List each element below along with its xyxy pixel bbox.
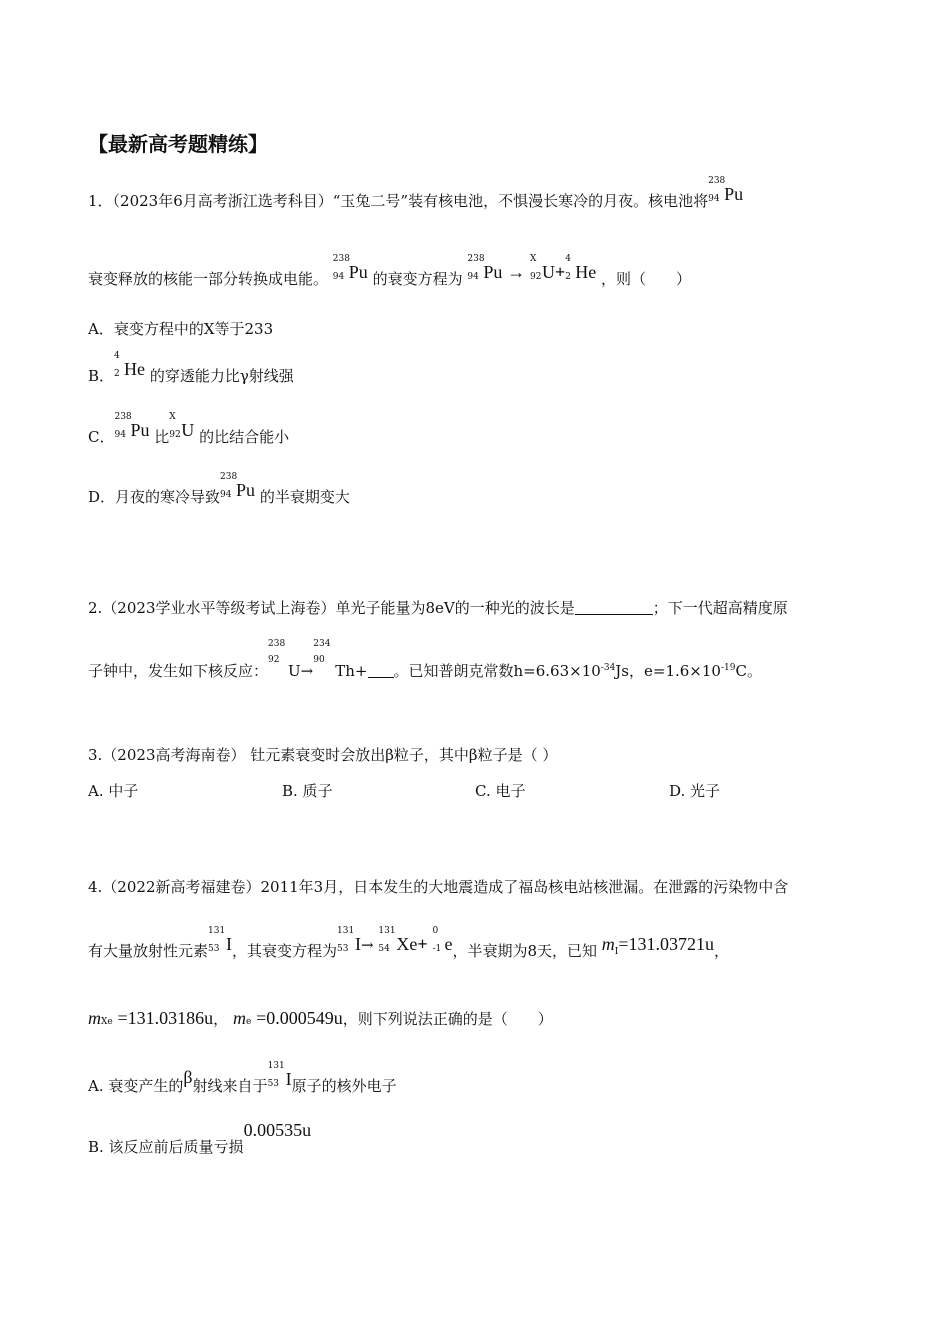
mass-xe-symbol: m xyxy=(88,1008,101,1028)
answer-blank[interactable] xyxy=(575,600,653,615)
nuclide-th: 234 90 xyxy=(313,639,331,665)
q1-option-d: D．月夜的寒冷导致 238 94 Pu 的半衰期变大 xyxy=(88,472,350,506)
q3-option-b: B. 质子 xyxy=(282,782,333,800)
arrow-symbol: → xyxy=(507,262,526,282)
q4-line2: 有大量放射性元素 131 53 I，其衰变方程为 131 53 I→ 131 54 Xe+ 0 -1 e，半衰期为8天，已知 mI=131.03721u， xyxy=(88,926,729,960)
nuclide-pu: 238 94 xyxy=(708,176,726,204)
q1-stem-text: 1．（2023年6月高考浙江选考科目）“玉兔二号”装有核电池，不惧漫长寒冷的月夜。核电池将 xyxy=(88,192,709,210)
q4-line1: 4.（2022新高考福建卷）2011年3月，日本发生的大地震造成了福岛核电站核泄漏。在泄露的污染物中含 xyxy=(88,878,789,896)
q3-option-a: A. 中子 xyxy=(88,782,139,800)
q4-option-a: A. 衰变产生的β射线来自于 131 53 I原子的核外电子 xyxy=(88,1061,397,1095)
beta-symbol: β xyxy=(183,1067,193,1087)
q1-option-b: B． 4 2 He 的穿透能力比γ射线强 xyxy=(88,351,294,385)
q4-option-b: B. 该反应前后质量亏损0.00535u xyxy=(88,1120,312,1156)
nuclide-pu: 238 94 xyxy=(467,254,485,282)
section-title: 【最新高考题精练】 xyxy=(88,132,268,156)
pu-symbol: Pu xyxy=(724,184,744,204)
answer-blank[interactable] xyxy=(368,663,394,678)
q2-line1: 2.（2023学业水平等级考试上海卷）单光子能量为8eV的一种光的波长是 ；下一代超高精度原 xyxy=(88,599,788,617)
nuclide-e: 0 -1 xyxy=(432,926,442,954)
q3-stem: 3.（2023高考海南卷） 钍元素衰变时会放出β粒子，其中β粒子是（ ） xyxy=(88,746,558,764)
nuclide-i: 131 53 xyxy=(337,926,355,954)
nuclide-xe: 131 54 xyxy=(378,926,396,954)
q1-line1 xyxy=(88,176,744,211)
nuclide-u: X 92 xyxy=(529,254,542,282)
nuclide-he: 4 2 xyxy=(565,254,571,282)
q1-option-c: C． 238 94 Pu 比 X 92 U 的比结合能小 xyxy=(88,412,290,446)
mass-e-symbol: m xyxy=(232,1008,246,1028)
nuclide-u: 238 92 xyxy=(268,639,286,665)
nuclide-he: 4 2 xyxy=(114,351,120,379)
q4-line3: mXe =131.03186u， me =0.000549u，则下列说法正确的是（ ） xyxy=(88,1008,553,1028)
q1-line2: 衰变释放的核能一部分转换成电能。 238 94 Pu 的衰变方程为 238 94 Pu → X 92 U+ 4 2 He ，则（ ） xyxy=(88,254,692,288)
q3-option-c: C. 电子 xyxy=(475,782,526,800)
nuclide-pu: 238 94 xyxy=(114,412,132,440)
mass-i-symbol: m xyxy=(601,934,615,954)
q3-option-d: D. 光子 xyxy=(669,782,721,800)
nuclide-u: X 92 xyxy=(169,412,181,440)
q2-line2: 子钟中，发生如下核反应： 238 92 U→ 234 90 Th+ 。已知普朗克常数$h=6.63\times 10^{-34}Js$，$e=1.6\times 10^{-19}C$。 xyxy=(88,639,762,680)
q1-option-a: A．衰变方程中的X等于233 xyxy=(88,320,274,338)
nuclide-pu: 238 94 xyxy=(220,472,238,500)
mass-defect-value: 0.00535u xyxy=(243,1120,312,1140)
nuclide-i: 131 53 xyxy=(267,1061,285,1089)
nuclide-pu: 238 94 xyxy=(332,254,350,282)
nuclide-i: 131 53 xyxy=(208,926,226,954)
